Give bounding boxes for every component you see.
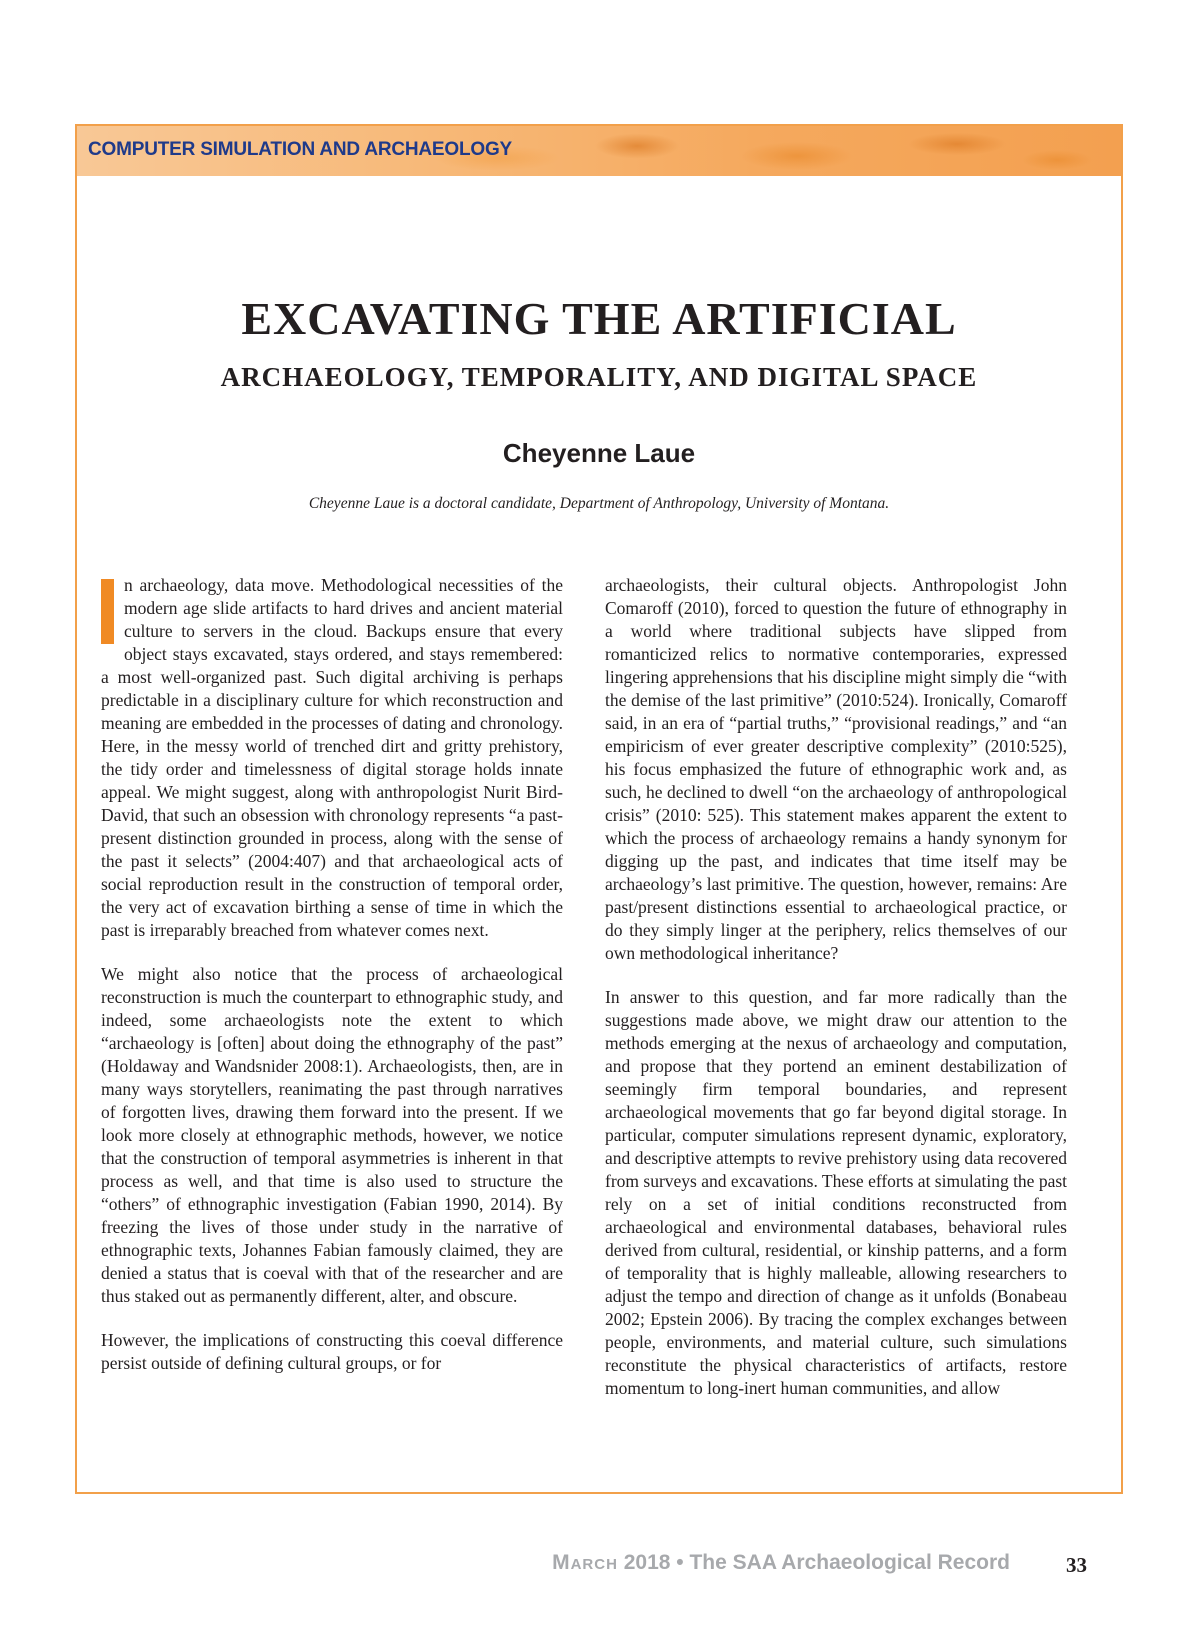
section-label: COMPUTER SIMULATION AND ARCHAEOLOGY: [88, 139, 513, 160]
footer-publication: [552, 1551, 1010, 1575]
article-subtitle: ARCHAEOLOGY, TEMPORALITY, AND DIGITAL SPACE: [220, 362, 978, 392]
author-affiliation: Cheyenne Laue is a doctoral candidate, Department of Anthropology, University of Montana.: [308, 495, 890, 512]
section-banner: [77, 126, 1121, 176]
article-title: EXCAVATING THE ARTIFICIAL: [241, 293, 957, 344]
footer-month: March: [552, 1551, 618, 1574]
article-frame: [75, 124, 1123, 1494]
paragraph: We might also notice that the process of archaeological reconstruction is much the counterpart to ethnographic study, and indeed, some archaeologists note the extent to which “archaeology is [often] about doing the ethnography of the past” (Holdaway and Wandsnider 2008:1). Archaeologists, then, are in many ways storytellers, reanimating the past through narratives of forgotten lives, drawing them forward into the present. If we look more closely at ethnographic methods, however, we notice that the construction of temporal asymmetries is inherent in that process as well, and that time is also used to structure the “others” of ethnographic investigation (Fabian 1990, 2014). By freezing the lives of those under study in the narrative of ethnographic texts, Johannes Fabian famously claimed, they are denied a status that is coeval with that of the researcher and are thus staked out as permanently different, alter, and obscure.: [101, 964, 563, 1306]
page-number: 33: [1066, 1553, 1087, 1577]
paragraph: In answer to this question, and far more radically than the suggestions made above, we might draw our attention to the methods emerging at the nexus of archaeology and computation, and propose that they portend an eminent destabilization of seemingly firm temporal boundaries, and represent archaeological movements that go far beyond digital storage. In particular, computer simulations represent dynamic, exploratory, and descriptive attempts to revive prehistory using data recovered from surveys and excavations. These efforts at simulating the past rely on a set of initial conditions reconstructed from archaeological and environmental databases, behavioral rules derived from cultural, residential, or kinship patterns, and a form of temporality that is highly malleable, allowing researchers to adjust the tempo and direction of change as it unfolds (Bonabeau 2002; Epstein 2006). By tracing the complex exchanges between people, environments, and material culture, such simulations reconstitute the physical characteristics of artifacts, restore momentum to long-inert human communities, and allow: [605, 987, 1068, 1398]
right-column: [605, 574, 1067, 1421]
paragraph: archaeologists, their cultural objects. Anthropologist John Comaroff (2010), forced to question the future of ethnography in a world where traditional subjects have slipped from romanticized relics to normative contemporaries, expressed lingering apprehensions that his discipline might simply die “with the demise of the last primitive” (2010:524). Ironically, Comaroff said, in an era of “partial truths,” “provisional readings,” and “an empiricism of ever greater descriptive complexity” (2010:525), his focus emphasized the future of ethnographic work and, as such, he declined to dwell “on the archaeology of anthropological crisis” (2010: 525). This statement makes apparent the extent to which the process of archaeology remains a handy synonym for digging up the past, and indicates that time itself may be archaeology’s last primitive. The question, however, remains: Are past/present distinctions essential to archaeological practice, or do they simply linger at the periphery, relics themselves of our own methodological inheritance?: [605, 575, 1067, 963]
footer-issue: 2018 • The SAA Archaeological Record: [617, 1551, 1010, 1574]
author-name: Cheyenne Laue: [502, 438, 696, 468]
left-column: [101, 574, 563, 1396]
paragraph: However, the implications of constructing this coeval difference persist outside of defining cultural groups, or for: [101, 1330, 563, 1373]
paragraph-text: n archaeology, data move. Methodological necessities of the modern age slide artifacts to hard drives and ancient material culture to servers in the cloud. Backups ensure that every object stays excavated, stays ordered, and stays remembered: a most well-organized past. Such digital archiving is perhaps predictable in a disciplinary culture for which reconstruction and meaning are embedded in the processes of dating and chronology. Here, in the messy world of trenched dirt and gritty prehistory, the tidy order and timelessness of digital storage holds innate appeal. We might suggest, along with anthropologist Nurit Bird-David, that such an obsession with chronology represents “a past-present distinction grounded in process, along with the sense of the past it selects” (2004:407) and that archaeological acts of social reproduction result in the construction of temporal order, the very act of excavation birthing a sense of time in which the past is irreparably breached from whatever comes next.: [101, 575, 563, 940]
paragraph: [101, 574, 563, 942]
drop-cap: [101, 579, 114, 644]
